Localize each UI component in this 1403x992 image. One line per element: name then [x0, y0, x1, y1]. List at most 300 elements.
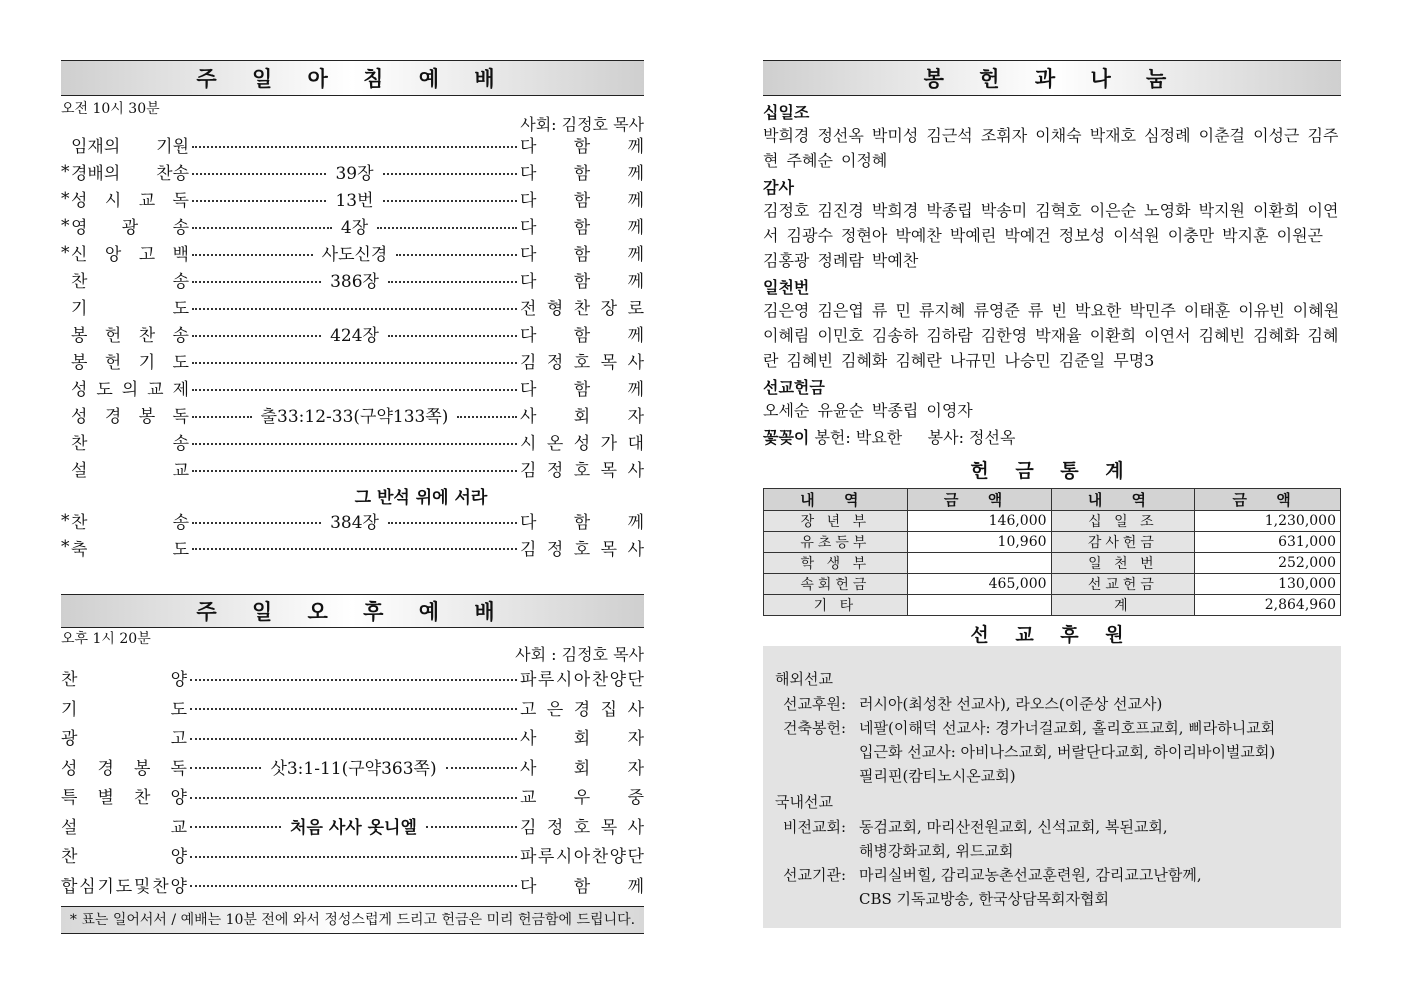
stats-category: 계	[1051, 595, 1195, 616]
order-person-char: 형	[546, 299, 564, 319]
order-person-char: 호	[573, 817, 591, 838]
order-person-char: 로	[627, 299, 644, 319]
order-label-char: 도	[172, 353, 189, 373]
order-person-char: 양	[609, 847, 627, 867]
order-label-char: 봉	[71, 326, 88, 346]
order-person	[520, 375, 644, 400]
order-label	[71, 348, 189, 373]
order-row	[61, 267, 644, 292]
order-person-char: 정	[546, 817, 564, 838]
mission-values	[859, 863, 1202, 911]
stats-category: 학 생 부	[764, 553, 908, 574]
order-row	[61, 842, 644, 867]
dot-leader	[383, 173, 517, 175]
order-person-char: 집	[600, 699, 618, 720]
order-label-char: 교	[138, 191, 156, 211]
order-person-char: 다	[520, 191, 537, 211]
order-label-char: 송	[172, 272, 189, 292]
dot-leader	[192, 227, 332, 229]
order-person	[520, 842, 644, 867]
order-label-char: 제	[172, 380, 189, 400]
dot-leader	[192, 254, 313, 256]
mission-line: 마리실버힐, 감리교농촌선교훈련원, 감리교고난함께,	[859, 866, 1202, 884]
order-label-char: 찬	[152, 876, 169, 897]
order-person-char: 중	[627, 788, 644, 808]
order-person-char: 교	[520, 788, 537, 808]
offering-groups	[763, 98, 1341, 423]
order-person-char: 함	[573, 137, 591, 157]
order-person	[520, 665, 644, 690]
mission-box	[763, 646, 1341, 928]
order-row	[61, 321, 644, 346]
dot-leader	[426, 826, 517, 828]
order-label-char: 광	[121, 218, 139, 238]
order-label-char: 광	[61, 729, 78, 749]
order-person-char: 김	[520, 539, 537, 560]
order-label-char: 특	[61, 788, 78, 808]
order-detail: 424장	[330, 326, 379, 346]
order-label-char: 독	[172, 407, 189, 427]
order-label-char: 찬	[71, 434, 88, 454]
order-detail: 4장	[340, 218, 369, 238]
dot-leader	[192, 173, 326, 175]
order-label-char: 독	[170, 758, 187, 779]
stats-category: 십 일 조	[1051, 511, 1195, 532]
stats-category: 유초등부	[764, 532, 908, 553]
order-label-char: 헌	[104, 353, 122, 373]
order-label	[71, 321, 189, 346]
stats-amount: 10,960	[907, 532, 1051, 553]
order-person-char: 회	[573, 758, 591, 779]
order-person	[520, 754, 644, 779]
order-person-char: 전	[520, 299, 537, 319]
order-person-char: 다	[520, 380, 537, 400]
dot-leader	[192, 443, 517, 445]
order-person-char: 다	[520, 164, 537, 184]
order-label-char: 설	[71, 461, 88, 481]
order-row	[61, 402, 644, 427]
order-person	[520, 724, 644, 749]
order-person-char: 회	[573, 407, 591, 427]
order-label	[71, 535, 189, 560]
order-person	[520, 783, 644, 808]
order-label-char: 기원	[156, 137, 189, 157]
dot-leader	[190, 826, 281, 828]
order-label	[61, 872, 187, 897]
flower-text: 봉헌: 박요한 봉사: 정선옥	[814, 428, 1016, 447]
mission-line: 입근화 선교사: 아비나스교회, 버랄단다교회, 하이리바이벌교회)	[859, 743, 1276, 761]
offering-heading: 일천번	[763, 278, 810, 297]
order-person-char: 파	[520, 847, 537, 867]
order-label-char: 임재의	[71, 137, 121, 157]
stats-category: 선교헌금	[1051, 574, 1195, 595]
dot-leader	[388, 281, 517, 283]
order-row	[61, 456, 644, 481]
stats-header: 내 역	[764, 489, 908, 511]
order-person-char: 시	[555, 847, 573, 867]
dot-leader	[190, 738, 517, 740]
order-label	[71, 159, 189, 184]
order-person-char: 함	[573, 218, 591, 238]
order-label	[61, 724, 187, 749]
dot-leader	[190, 708, 517, 710]
order-label-char: 찬	[134, 788, 151, 808]
order-person-char: 다	[520, 326, 537, 346]
order-detail: 13번	[335, 191, 374, 211]
order-person-char: 사	[627, 461, 644, 481]
order-person-char: 루	[537, 670, 555, 690]
order-label-char: 성	[71, 380, 88, 400]
order-row	[61, 754, 644, 779]
mission-line: 해병강화교회, 위드교회	[859, 842, 1014, 860]
order-label-char: 고	[138, 245, 156, 265]
stats-row	[764, 574, 1341, 595]
order-row	[61, 348, 644, 373]
order-label-char: 양	[170, 670, 187, 690]
order-label-char: 신	[71, 245, 88, 265]
order-label-char: 경배의	[71, 164, 121, 184]
dot-leader	[457, 416, 517, 418]
dot-leader	[192, 416, 252, 418]
flower-label: 꽃꽂이	[763, 428, 810, 447]
offering-names: 김은영 김은엽 류 민 류지혜 류영준 류 빈 박요한 박민주 이태훈 이유빈 이혜원 이혜림 이민호 김송하 김하람 김한영 박재율 이환희 이연서 김혜빈 김혜화 김혜란 김혜빈 김혜화 김혜란 나규민 나승민 김준일 무명3	[763, 301, 1340, 370]
order-person-char: 다	[520, 513, 537, 533]
order-label-char: 찬	[61, 670, 78, 690]
order-label-char: 양	[170, 788, 187, 808]
order-label-char: 시	[104, 191, 122, 211]
star-mark: *	[61, 510, 70, 531]
order-label-char: 도	[115, 876, 133, 897]
order-person-char: 자	[627, 729, 644, 749]
order-row	[61, 375, 644, 400]
order-row	[61, 186, 644, 211]
order-person-char: 장	[600, 299, 618, 319]
order-person-char: 가	[600, 434, 618, 454]
order-label-char: 양	[170, 876, 187, 897]
order-row	[61, 695, 644, 720]
dot-leader	[388, 335, 517, 337]
order-label	[61, 783, 187, 808]
dot-leader	[190, 767, 261, 769]
order-person	[520, 294, 644, 319]
order-label	[71, 456, 189, 481]
order-label-char: 별	[97, 788, 114, 808]
order-label-char: 송	[172, 218, 189, 238]
order-person-char: 경	[573, 699, 591, 720]
dot-leader	[190, 856, 517, 858]
order-person	[520, 132, 644, 157]
dot-leader	[190, 885, 517, 887]
stats-category: 일 천 번	[1051, 553, 1195, 574]
order-person-char: 회	[573, 729, 591, 749]
order-person	[520, 695, 644, 720]
dot-leader	[388, 522, 517, 524]
mission-line: CBS 기독교방송, 한국상담목회자협회	[859, 890, 1109, 908]
order-label	[61, 842, 187, 867]
order-person-char: 우	[573, 788, 591, 808]
order-detail: 출33:12-33(구약133쪽)	[260, 407, 449, 427]
dot-leader	[192, 362, 517, 364]
order-person-char: 께	[627, 513, 644, 533]
mission-line: 동검교회, 마리산전원교회, 신석교회, 복된교회,	[859, 818, 1168, 836]
order-person	[520, 402, 644, 427]
stats-category: 장 년 부	[764, 511, 908, 532]
order-row	[61, 429, 644, 454]
star-mark: *	[61, 161, 70, 182]
offering-names: 박희경 정선옥 박미성 김근석 조휘자 이채숙 박재호 심정례 이춘걸 이성근 김주현 주혜순 이정혜	[763, 126, 1339, 170]
order-person-char: 대	[627, 434, 644, 454]
order-person-char: 파	[520, 670, 537, 690]
dot-leader	[192, 548, 517, 550]
order-person-char: 께	[627, 191, 644, 211]
order-person-char: 함	[573, 245, 591, 265]
order-label-char: 봉	[138, 407, 156, 427]
order-label-char: 백	[172, 245, 189, 265]
mission-entry	[783, 863, 1202, 911]
order-row	[61, 783, 644, 808]
order-row	[61, 132, 644, 157]
order-label-char: 기	[138, 353, 156, 373]
stats-header: 내 역	[1051, 489, 1195, 511]
mission-title: 선 교 후 원	[970, 624, 1134, 646]
order-row	[61, 872, 644, 897]
order-person-char: 함	[573, 191, 591, 211]
order-person-char: 찬	[591, 670, 609, 690]
stats-header: 금 액	[907, 489, 1051, 511]
stats-amount: 2,864,960	[1195, 595, 1341, 616]
order-person-char: 사	[520, 407, 537, 427]
dot-leader	[190, 679, 517, 681]
order-person-char: 께	[627, 137, 644, 157]
order-person-char: 김	[520, 817, 537, 838]
order-person-char: 사	[627, 817, 645, 838]
order-label-char: 성	[71, 191, 88, 211]
order-person-char: 아	[573, 670, 591, 690]
order-label	[61, 665, 187, 690]
order-person-char: 께	[627, 272, 644, 292]
morning-time: 오전 10시 30분	[61, 101, 160, 117]
order-label	[71, 267, 189, 292]
order-person-char: 정	[546, 353, 564, 373]
order-label-char: 합	[61, 876, 78, 897]
stats-header: 금 액	[1195, 489, 1341, 511]
order-label-char: 독	[172, 191, 189, 211]
footer-note: * 표는 일어서서 / 예배는 10분 전에 와서 정성스럽게 드리고 헌금은 미리 헌금함에 드립니다.	[61, 906, 644, 934]
stats-category: 기 타	[764, 595, 908, 616]
order-label-char: 앙	[104, 245, 122, 265]
stats-category: 감사헌금	[1051, 532, 1195, 553]
offering-names: 오세순 유윤순 박종립 이영자	[763, 401, 973, 420]
order-label-char: 고	[170, 729, 187, 749]
order-label-char: 도	[96, 380, 113, 400]
order-person-char: 사	[520, 758, 537, 779]
mission-line: 러시아(최성찬 선교사), 라오스(이준상 선교사)	[859, 695, 1163, 713]
offering-heading: 감사	[763, 178, 794, 197]
order-person-char: 함	[573, 272, 591, 292]
mission-key: 선교후원:	[783, 695, 847, 713]
stats-row	[764, 553, 1341, 574]
order-label-char: 봉	[71, 353, 88, 373]
offering-title: 봉 헌 과 나 눔	[763, 60, 1341, 96]
dot-leader	[192, 470, 517, 472]
order-person-char: 함	[573, 164, 591, 184]
order-label-char: 경	[104, 407, 122, 427]
order-row	[61, 294, 644, 319]
order-label-char: 찬	[61, 847, 78, 867]
order-label	[71, 213, 189, 238]
order-label-char: 경	[97, 758, 114, 779]
order-person-char: 아	[573, 847, 591, 867]
order-person-char: 김	[520, 353, 537, 373]
mission-key: 선교기관:	[783, 866, 847, 884]
order-person	[520, 213, 644, 238]
order-person-char: 사	[520, 729, 537, 749]
dot-leader	[396, 254, 517, 256]
order-person-char: 양	[609, 670, 627, 690]
order-label-char: 기	[97, 876, 114, 897]
stats-amount: 252,000	[1195, 553, 1341, 574]
order-label-char: 도	[172, 539, 189, 560]
domestic-list	[783, 815, 1202, 911]
order-label	[61, 695, 187, 720]
order-person-char: 자	[627, 758, 645, 779]
mission-key: 비전교회:	[783, 818, 847, 836]
star-mark: *	[61, 188, 70, 209]
dot-leader	[446, 767, 517, 769]
mission-entry	[783, 692, 1275, 716]
order-person-char: 다	[520, 876, 537, 897]
order-person-char: 목	[600, 539, 618, 560]
stats-amount: 130,000	[1195, 574, 1341, 595]
order-person-char: 김	[520, 461, 537, 481]
order-person-char: 다	[520, 137, 537, 157]
dot-leader	[192, 389, 517, 391]
order-row	[61, 813, 644, 838]
order-person-char: 시	[555, 670, 573, 690]
dot-leader	[192, 281, 321, 283]
offering-names: 김정호 김진경 박희경 박종립 박송미 김혁호 이은순 노영화 박지원 이환희 이연서 김광수 정현아 박예찬 박예린 박예건 정보성 이석원 이충만 박지훈 이원곤 김홍광 정례람 박예찬	[763, 201, 1339, 270]
order-person	[520, 813, 644, 838]
stats-amount	[907, 595, 1051, 616]
order-row	[61, 535, 644, 560]
order-person-char: 목	[600, 461, 618, 481]
order-person-char: 께	[627, 164, 644, 184]
order-person-char: 단	[627, 670, 644, 690]
star-mark: *	[61, 242, 70, 263]
order-person-char: 정	[546, 539, 564, 560]
sermon-title: 그 반석 위에 서라	[354, 488, 488, 508]
order-label	[71, 508, 189, 533]
order-label-char: 교	[172, 461, 189, 481]
morning-service-title: 주 일 아 침 예 배	[61, 60, 644, 96]
stats-title: 헌 금 통 계	[970, 460, 1134, 482]
order-person-char: 찬	[591, 847, 609, 867]
dot-leader	[190, 797, 517, 799]
order-person	[520, 456, 644, 481]
mission-key: 건축봉헌:	[783, 719, 847, 737]
order-person-char: 사	[627, 699, 644, 720]
order-person	[520, 321, 644, 346]
order-person-char: 께	[627, 876, 644, 897]
order-label-char: 찬	[71, 513, 88, 533]
mission-entry	[783, 716, 1275, 788]
order-person-char: 단	[627, 847, 644, 867]
order-label-char: 설	[61, 817, 78, 838]
order-person-char: 호	[573, 539, 591, 560]
order-detail: 384장	[330, 513, 379, 533]
order-person-char: 호	[573, 461, 591, 481]
star-mark: *	[61, 537, 70, 557]
order-label-char: 축	[71, 539, 88, 560]
order-person-char: 함	[573, 380, 591, 400]
order-person-char: 함	[573, 326, 591, 346]
order-detail: 39장	[335, 164, 374, 184]
order-label-char: 기	[61, 699, 78, 720]
order-person-char: 은	[546, 699, 564, 720]
domestic-label: 국내선교	[775, 793, 833, 811]
afternoon-time: 오후 1시 20분	[61, 631, 151, 647]
order-label-char: 도	[170, 699, 187, 720]
flower-line	[763, 425, 1015, 448]
dot-leader	[192, 522, 321, 524]
order-person-char: 사	[627, 539, 644, 560]
order-label-char: 교	[170, 817, 187, 838]
order-label-char: 성	[71, 407, 88, 427]
order-row	[61, 508, 644, 533]
order-label-char: 교	[147, 380, 164, 400]
afternoon-leader: 사회 : 김정호 목사	[515, 645, 644, 664]
order-label	[71, 375, 189, 400]
order-person	[520, 186, 644, 211]
order-person	[520, 508, 644, 533]
order-person-char: 자	[627, 407, 644, 427]
stats-amount: 146,000	[907, 511, 1051, 532]
morning-leader: 사회: 김정호 목사	[520, 115, 644, 134]
order-person	[520, 240, 644, 265]
order-label-char: 찬	[71, 272, 88, 292]
order-person-char: 함	[573, 513, 591, 533]
order-label	[71, 186, 189, 211]
order-label	[71, 294, 189, 319]
order-label	[71, 402, 189, 427]
order-label-char: 양	[170, 847, 187, 867]
order-person-char: 찬	[573, 299, 591, 319]
order-label-char: 송	[172, 513, 189, 533]
order-row	[61, 159, 644, 184]
order-person	[520, 348, 644, 373]
order-label-char: 도	[172, 299, 189, 319]
left-page	[61, 60, 645, 928]
order-person	[520, 872, 644, 897]
order-row	[61, 240, 644, 265]
order-row	[61, 213, 644, 238]
order-label-char: 찬	[138, 326, 156, 346]
order-person	[520, 267, 644, 292]
order-label-char: 의	[121, 380, 139, 400]
order-label-char: 찬송	[156, 164, 189, 184]
dot-leader	[192, 200, 326, 202]
order-person	[520, 159, 644, 184]
order-person-char: 목	[600, 353, 618, 373]
stats-amount: 631,000	[1195, 532, 1341, 553]
order-label-char: 심	[79, 876, 96, 897]
offering-heading: 선교헌금	[763, 378, 825, 397]
order-label-char: 성	[61, 758, 78, 779]
order-person-char: 다	[520, 245, 537, 265]
dot-leader	[192, 335, 321, 337]
order-person-char: 함	[573, 876, 591, 897]
order-label	[61, 813, 187, 838]
